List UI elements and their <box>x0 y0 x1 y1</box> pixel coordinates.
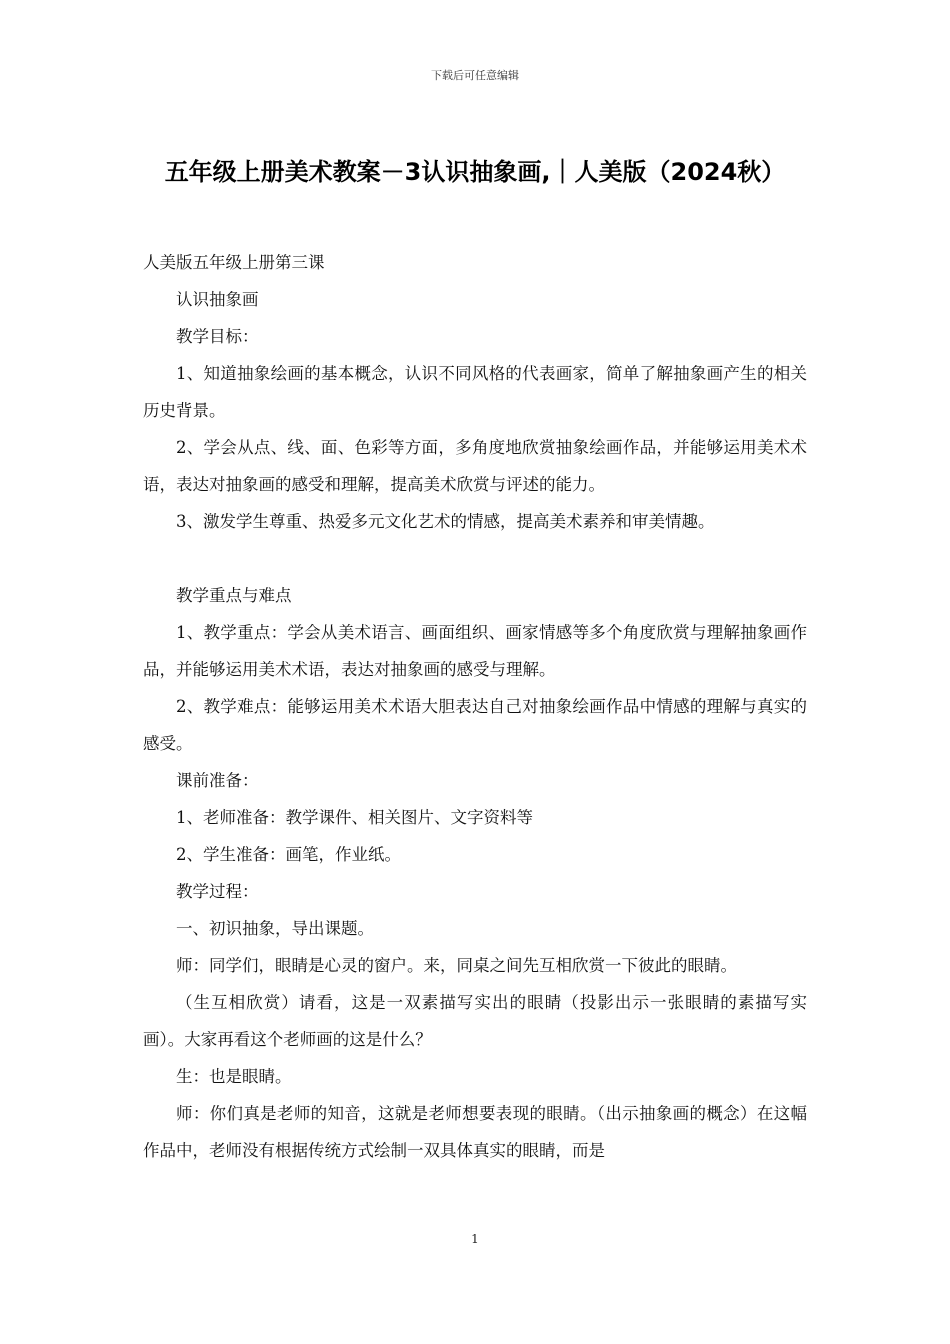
objectives-heading: 教学目标： <box>176 327 259 346</box>
document-body <box>143 244 807 1169</box>
key-point-2: 2、教学难点：能够运用美术术语大胆表达自己对抽象绘画作品中情感的理解与真实的感受。 <box>143 697 807 753</box>
objective-2: 2、学会从点、线、面、色彩等方面，多角度地欣赏抽象绘画作品，并能够运用美术术语，表达对抽象画的感受和理解，提高美术欣赏与评述的能力。 <box>143 438 807 494</box>
objective-1: 1、知道抽象绘画的基本概念，认识不同风格的代表画家，简单了解抽象画产生的相关历史背景。 <box>143 364 807 420</box>
course-line: 人美版五年级上册第三课 <box>143 253 325 272</box>
paragraph-1: 师：同学们，眼睛是心灵的窗户。来，同桌之间先互相欣赏一下彼此的眼睛。 <box>176 956 737 975</box>
key-points-heading: 教学重点与难点 <box>176 586 292 605</box>
document-title: 五年级上册美术教案－3认识抽象画,｜人美版（2024秋） <box>164 158 786 186</box>
paragraph-gap <box>143 540 807 577</box>
process-heading: 教学过程： <box>176 882 259 901</box>
paragraph-4: 师：你们真是老师的知音，这就是老师想要表现的眼睛。（出示抽象画的概念）在这幅作品中，老师没有根据传统方式绘制一双具体真实的眼睛，而是 <box>143 1104 807 1160</box>
paragraph-3: 生：也是眼睛。 <box>176 1067 292 1086</box>
header-note: 下载后可任意编辑 <box>431 69 519 82</box>
paragraph-2: （生互相欣赏）请看，这是一双素描写实出的眼睛（投影出示一张眼睛的素描写实画）。大家再看这个老师画的这是什么？ <box>143 993 807 1049</box>
step-1: 一、初识抽象，导出课题。 <box>176 919 374 938</box>
prep-heading: 课前准备： <box>176 771 259 790</box>
prep-2: 2、学生准备：画笔，作业纸。 <box>176 845 401 864</box>
page-number: 1 <box>471 1232 479 1246</box>
objective-3: 3、激发学生尊重、热爱多元文化艺术的情感，提高美术素养和审美情趣。 <box>176 512 715 531</box>
key-point-1: 1、教学重点：学会从美术语言、画面组织、画家情感等多个角度欣赏与理解抽象画作品，并能够运用美术术语，表达对抽象画的感受与理解。 <box>143 623 807 679</box>
lesson-title: 认识抽象画 <box>176 290 259 309</box>
prep-1: 1、老师准备：教学课件、相关图片、文字资料等 <box>176 808 533 827</box>
